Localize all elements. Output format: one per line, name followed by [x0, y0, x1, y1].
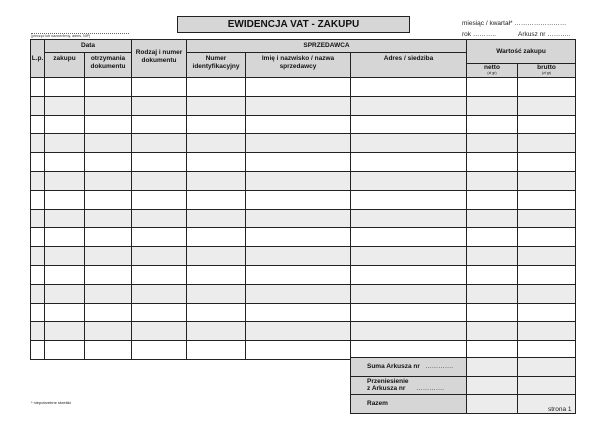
table-cell[interactable] — [85, 228, 132, 247]
table-cell[interactable] — [518, 115, 576, 134]
table-row — [31, 209, 576, 228]
table-cell[interactable] — [518, 247, 576, 266]
col-purchase-date: zakupu — [45, 53, 85, 78]
table-cell[interactable] — [351, 190, 467, 209]
table-cell[interactable] — [246, 341, 351, 360]
footnote: * niepotrzebne skreślić — [31, 400, 72, 405]
table-cell[interactable] — [85, 115, 132, 134]
table-cell[interactable] — [351, 78, 467, 97]
col-seller-name-line2: sprzedawcy — [279, 62, 317, 70]
col-seller-name-line1: Imię i nazwisko / nazwa — [261, 55, 335, 62]
total-netto[interactable] — [467, 395, 518, 414]
table-row — [31, 153, 576, 172]
table-cell[interactable] — [467, 322, 518, 341]
table-cell[interactable] — [518, 284, 576, 303]
table-cell[interactable] — [467, 303, 518, 322]
table-row — [31, 322, 576, 341]
table-cell[interactable] — [351, 153, 467, 172]
table-cell[interactable] — [187, 247, 246, 266]
col-group-value — [467, 40, 576, 78]
table-cell[interactable] — [31, 228, 45, 247]
table-cell[interactable] — [85, 303, 132, 322]
sheet-total-text: Suma Arkusza nr — [367, 363, 420, 371]
table-cell[interactable] — [246, 284, 351, 303]
table-cell[interactable] — [351, 247, 467, 266]
table-cell[interactable] — [246, 78, 351, 97]
table-row — [31, 115, 576, 134]
table-cell[interactable] — [187, 190, 246, 209]
table-cell[interactable] — [351, 303, 467, 322]
table-cell[interactable] — [187, 341, 246, 360]
col-document-type-line2: dokumentu — [141, 56, 177, 64]
table-cell[interactable] — [45, 265, 85, 284]
table-cell[interactable] — [351, 322, 467, 341]
table-cell[interactable] — [246, 303, 351, 322]
table-cell[interactable] — [246, 228, 351, 247]
table-cell[interactable] — [45, 284, 85, 303]
table-cell[interactable] — [351, 228, 467, 247]
table-cell[interactable] — [132, 247, 187, 266]
col-address: Adres / siedziba — [351, 53, 467, 78]
table-cell[interactable] — [132, 96, 187, 115]
table-cell[interactable] — [351, 134, 467, 153]
table-cell[interactable] — [246, 96, 351, 115]
table-cell[interactable] — [132, 153, 187, 172]
sheet-total-number[interactable]: …………. — [425, 363, 454, 371]
table-cell[interactable] — [518, 265, 576, 284]
col-brutto-label: brutto — [537, 64, 556, 71]
table-cell[interactable] — [31, 96, 45, 115]
table-cell[interactable] — [467, 190, 518, 209]
table-cell[interactable] — [187, 265, 246, 284]
table-cell[interactable] — [31, 153, 45, 172]
table-cell[interactable] — [132, 284, 187, 303]
table-cell[interactable] — [187, 78, 246, 97]
table-body — [31, 78, 576, 360]
table-cell[interactable] — [187, 209, 246, 228]
table-cell[interactable] — [45, 209, 85, 228]
page-number: strona 1 — [548, 406, 572, 413]
summary-table — [350, 357, 576, 414]
col-group-date: Data — [45, 40, 132, 53]
table-cell[interactable] — [31, 341, 45, 360]
col-receipt-date — [85, 53, 132, 78]
table-cell[interactable] — [467, 265, 518, 284]
table-cell[interactable] — [187, 171, 246, 190]
sheet-number-field[interactable]: Arkusz nr ……….. — [518, 31, 571, 38]
table-cell[interactable] — [31, 171, 45, 190]
total-label: Razem — [351, 395, 467, 414]
table-cell[interactable] — [45, 341, 85, 360]
table-cell[interactable] — [518, 153, 576, 172]
table-cell[interactable] — [45, 322, 85, 341]
period-field[interactable]: miesiąc / kwartał* …………………… — [462, 20, 567, 27]
col-tax-id-line1: Numer — [205, 55, 227, 62]
carryover-number[interactable]: …………. — [416, 385, 445, 393]
col-receipt-date-line2: dokumentu — [90, 62, 126, 70]
table-cell[interactable] — [467, 153, 518, 172]
table-cell[interactable] — [31, 265, 45, 284]
table-cell[interactable] — [132, 322, 187, 341]
table-cell[interactable] — [518, 78, 576, 97]
col-document-type — [132, 40, 187, 78]
table-cell[interactable] — [518, 303, 576, 322]
table-cell[interactable] — [31, 134, 45, 153]
table-cell[interactable] — [132, 171, 187, 190]
table-cell[interactable] — [45, 96, 85, 115]
table-cell[interactable] — [518, 322, 576, 341]
table-cell[interactable] — [85, 284, 132, 303]
table-cell[interactable] — [85, 134, 132, 153]
table-cell[interactable] — [187, 115, 246, 134]
table-cell[interactable] — [45, 303, 85, 322]
purchase-register-table — [30, 39, 576, 360]
table-row — [31, 171, 576, 190]
table-row — [31, 247, 576, 266]
sheet-total-brutto[interactable] — [518, 358, 576, 377]
table-cell[interactable] — [45, 78, 85, 97]
table-cell[interactable] — [45, 171, 85, 190]
summary-row-total — [351, 395, 576, 414]
table-row — [31, 284, 576, 303]
carryover-label — [351, 376, 467, 395]
table-row — [31, 190, 576, 209]
table-cell[interactable] — [132, 228, 187, 247]
table-cell[interactable] — [467, 171, 518, 190]
table-cell[interactable] — [85, 78, 132, 97]
col-lp: L.p. — [31, 40, 45, 78]
table-row — [31, 228, 576, 247]
table-cell[interactable] — [85, 96, 132, 115]
col-tax-id — [187, 53, 246, 78]
table-cell[interactable] — [85, 322, 132, 341]
sheet-total-netto[interactable] — [467, 358, 518, 377]
table-cell[interactable] — [351, 265, 467, 284]
table-cell[interactable] — [45, 115, 85, 134]
form-title: EWIDENCJA VAT - ZAKUPU — [177, 16, 410, 33]
table-row — [31, 265, 576, 284]
col-group-seller: SPRZEDAWCA — [187, 40, 467, 53]
table-cell[interactable] — [467, 209, 518, 228]
col-netto-label: netto — [484, 64, 500, 71]
summary-row-carryover — [351, 376, 576, 395]
col-seller-name — [246, 53, 351, 78]
table-cell[interactable] — [467, 284, 518, 303]
carryover-line1: Przeniesienie — [367, 377, 409, 385]
table-cell[interactable] — [246, 247, 351, 266]
table-cell[interactable] — [187, 228, 246, 247]
table-cell[interactable] — [132, 134, 187, 153]
table-cell[interactable] — [351, 284, 467, 303]
table-cell[interactable] — [45, 190, 85, 209]
table-cell[interactable] — [31, 247, 45, 266]
col-receipt-date-line1: otrzymania — [90, 55, 126, 62]
table-cell[interactable] — [132, 190, 187, 209]
table-cell[interactable] — [31, 209, 45, 228]
table-cell[interactable] — [518, 96, 576, 115]
table-cell[interactable] — [246, 190, 351, 209]
table-cell[interactable] — [246, 115, 351, 134]
table-cell[interactable] — [85, 341, 132, 360]
table-cell[interactable] — [187, 96, 246, 115]
table-row — [31, 303, 576, 322]
table-cell[interactable] — [187, 303, 246, 322]
table-cell[interactable] — [467, 115, 518, 134]
table-cell[interactable] — [518, 209, 576, 228]
table-cell[interactable] — [45, 228, 85, 247]
table-cell[interactable] — [351, 171, 467, 190]
table-row — [31, 78, 576, 97]
table-cell[interactable] — [467, 247, 518, 266]
table-cell[interactable] — [518, 134, 576, 153]
carryover-netto[interactable] — [467, 376, 518, 395]
table-cell[interactable] — [351, 209, 467, 228]
table-cell[interactable] — [467, 96, 518, 115]
table-row — [31, 96, 576, 115]
table-cell[interactable] — [187, 284, 246, 303]
col-tax-id-line2: identyfikacyjny — [192, 62, 240, 70]
table-cell[interactable] — [187, 322, 246, 341]
table-cell[interactable] — [518, 228, 576, 247]
table-cell[interactable] — [85, 153, 132, 172]
table-cell[interactable] — [467, 228, 518, 247]
col-netto — [467, 64, 518, 77]
table-cell[interactable] — [132, 303, 187, 322]
table-cell[interactable] — [467, 134, 518, 153]
table-cell[interactable] — [31, 322, 45, 341]
table-cell[interactable] — [518, 190, 576, 209]
table-cell[interactable] — [132, 209, 187, 228]
col-document-type-line1: Rodzaj i numer — [135, 49, 183, 56]
col-brutto-unit: (zł gr) — [541, 71, 552, 75]
table-cell[interactable] — [85, 190, 132, 209]
table-cell[interactable] — [31, 190, 45, 209]
table-cell[interactable] — [31, 78, 45, 97]
table-cell[interactable] — [246, 134, 351, 153]
table-cell[interactable] — [85, 247, 132, 266]
sheet-total-label — [351, 358, 467, 377]
table-row — [31, 134, 576, 153]
col-brutto — [518, 64, 575, 77]
table-cell[interactable] — [31, 284, 45, 303]
table-cell[interactable] — [351, 115, 467, 134]
table-cell[interactable] — [246, 265, 351, 284]
carryover-brutto[interactable] — [518, 376, 576, 395]
table-cell[interactable] — [85, 209, 132, 228]
table-cell[interactable] — [45, 134, 85, 153]
table-cell[interactable] — [85, 265, 132, 284]
table-cell[interactable] — [45, 247, 85, 266]
table-cell[interactable] — [31, 303, 45, 322]
table-cell[interactable] — [132, 115, 187, 134]
table-cell[interactable] — [246, 209, 351, 228]
table-cell[interactable] — [246, 322, 351, 341]
col-netto-unit: (zł gr) — [487, 71, 497, 75]
year-field[interactable]: rok ……….. — [462, 31, 496, 38]
table-cell[interactable] — [85, 171, 132, 190]
table-cell[interactable] — [246, 171, 351, 190]
table-cell[interactable] — [187, 134, 246, 153]
table-cell[interactable] — [187, 153, 246, 172]
col-value-title: Wartość zakupu — [467, 40, 575, 64]
table-cell[interactable] — [246, 153, 351, 172]
table-cell[interactable] — [351, 96, 467, 115]
table-cell[interactable] — [132, 341, 187, 360]
table-cell[interactable] — [31, 115, 45, 134]
table-cell[interactable] — [518, 171, 576, 190]
table-cell[interactable] — [45, 153, 85, 172]
table-cell[interactable] — [467, 78, 518, 97]
table-cell[interactable] — [132, 265, 187, 284]
stamp-note: (pieczęć lub nazwa firmy, adres, NIP) — [31, 33, 91, 38]
carryover-line2: z Arkusza nr — [367, 385, 406, 393]
summary-row-sheet-total — [351, 358, 576, 377]
table-cell[interactable] — [132, 78, 187, 97]
